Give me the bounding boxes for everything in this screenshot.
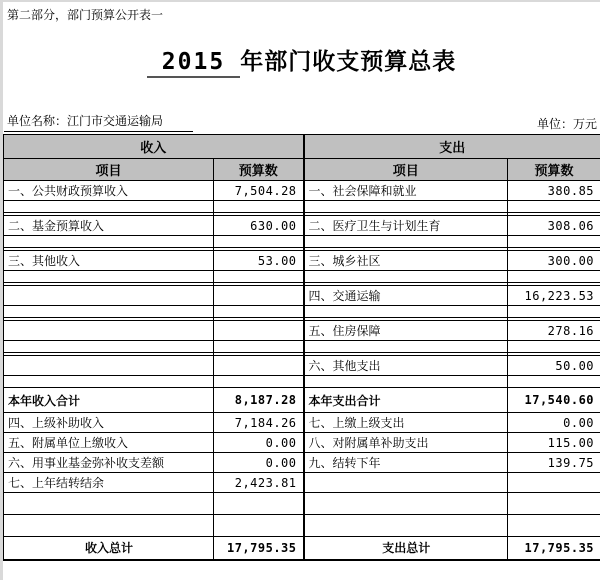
cell-value [508, 341, 600, 353]
cell-item [4, 515, 214, 537]
cell-value [508, 493, 600, 515]
cell-item [304, 515, 508, 537]
cell-item [4, 356, 214, 376]
cell-value: 630.00 [214, 216, 304, 236]
unit-info-row [3, 112, 600, 134]
cell-value [214, 376, 304, 388]
cell-item [304, 376, 508, 388]
cell-item: 一、社会保障和就业 [304, 181, 508, 201]
cell-value: 0.00 [508, 413, 600, 433]
cell-value: 380.85 [508, 181, 600, 201]
cell-value: 139.75 [508, 453, 600, 473]
cell-value [508, 271, 600, 283]
cell-value: 278.16 [508, 321, 600, 341]
cell-value [214, 356, 304, 376]
cell-item: 四、交通运输 [304, 286, 508, 306]
cell-value [508, 201, 600, 213]
cell-item: 本年支出合计 [304, 388, 508, 413]
cell-item [4, 376, 214, 388]
table-row-gapTall [4, 493, 600, 515]
cell-item: 二、基金预算收入 [4, 216, 214, 236]
table-row-data [4, 216, 600, 236]
section-label: 第二部分，部门预算公开表一 [7, 8, 164, 22]
cell-item: 支出总计 [304, 537, 508, 560]
cell-value [214, 286, 304, 306]
page-title [3, 43, 600, 83]
title-text: 年部门收支预算总表 [240, 48, 457, 74]
cell-value: 16,223.53 [508, 286, 600, 306]
cell-item [4, 286, 214, 306]
cell-value [508, 376, 600, 388]
cell-value: 115.00 [508, 433, 600, 453]
cell-value [508, 473, 600, 493]
cell-value [214, 341, 304, 353]
cell-item: 三、城乡社区 [304, 251, 508, 271]
cell-item [4, 341, 214, 353]
table-row-data [4, 433, 600, 453]
cell-item [4, 306, 214, 318]
cell-value [508, 515, 600, 537]
title-year: 2015 [147, 49, 240, 78]
cell-value: 50.00 [508, 356, 600, 376]
cell-value: 17,540.60 [508, 388, 600, 413]
cell-item: 七、上缴上级支出 [304, 413, 508, 433]
col-header-item-expenditure: 项目 [304, 159, 508, 181]
unit-name: 单位名称：江门市交通运输局 [4, 112, 193, 132]
cell-value: 17,795.35 [214, 537, 304, 560]
cell-item: 一、公共财政预算收入 [4, 181, 214, 201]
cell-item [4, 201, 214, 213]
cell-item [304, 473, 508, 493]
table-row-subtotal [4, 388, 600, 413]
cell-value [508, 306, 600, 318]
table-row-gap [4, 376, 600, 388]
table-row-data [4, 413, 600, 433]
cell-value [508, 236, 600, 248]
cell-value: 7,184.26 [214, 413, 304, 433]
table-row-data [4, 453, 600, 473]
cell-item [304, 201, 508, 213]
cell-item: 八、对附属单补助支出 [304, 433, 508, 453]
cell-value: 7,504.28 [214, 181, 304, 201]
cell-item: 五、住房保障 [304, 321, 508, 341]
cell-item: 收入总计 [4, 537, 214, 560]
table-row-gapTall [4, 515, 600, 537]
cell-value [214, 201, 304, 213]
cell-item [304, 341, 508, 353]
cell-item: 七、上年结转结余 [4, 473, 214, 493]
cell-item: 本年收入合计 [4, 388, 214, 413]
cell-value [214, 236, 304, 248]
table-row-gap [4, 306, 600, 318]
cell-item [304, 306, 508, 318]
cell-value [214, 321, 304, 341]
cell-value: 0.00 [214, 433, 304, 453]
cell-item: 六、其他支出 [304, 356, 508, 376]
table-row-data [4, 356, 600, 376]
table-row-data [4, 286, 600, 306]
cell-value: 8,187.28 [214, 388, 304, 413]
col-header-item-income: 项目 [4, 159, 214, 181]
table-row-gap [4, 236, 600, 248]
cell-item [4, 321, 214, 341]
cell-value [214, 306, 304, 318]
cell-item [4, 236, 214, 248]
cell-item [304, 493, 508, 515]
table-row-data [4, 321, 600, 341]
col-header-budget-expenditure: 预算数 [508, 159, 600, 181]
cell-value [214, 493, 304, 515]
cell-item [4, 493, 214, 515]
cell-item: 五、附属单位上缴收入 [4, 433, 214, 453]
cell-item [304, 271, 508, 283]
table-row-data [4, 251, 600, 271]
cell-value: 2,423.81 [214, 473, 304, 493]
cell-value [214, 271, 304, 283]
cell-item: 二、医疗卫生与计划生育 [304, 216, 508, 236]
cell-value: 53.00 [214, 251, 304, 271]
unit-of-measure: 单位：万元 [536, 117, 597, 131]
table-row-data [4, 181, 600, 201]
cell-value: 308.06 [508, 216, 600, 236]
table-row-data [4, 473, 600, 493]
cell-value: 0.00 [214, 453, 304, 473]
cell-value [214, 515, 304, 537]
budget-table [3, 134, 600, 561]
section-header-income: 收入 [4, 135, 304, 159]
cell-value: 300.00 [508, 251, 600, 271]
cell-item: 四、上级补助收入 [4, 413, 214, 433]
cell-value: 17,795.35 [508, 537, 600, 560]
table-row-gap [4, 341, 600, 353]
table-row-gap [4, 271, 600, 283]
cell-item: 九、结转下年 [304, 453, 508, 473]
section-header-expenditure: 支出 [304, 135, 600, 159]
cell-item: 三、其他收入 [4, 251, 214, 271]
table-row-grand [4, 537, 600, 560]
cell-item: 六、用事业基金弥补收支差额 [4, 453, 214, 473]
col-header-budget-income: 预算数 [214, 159, 304, 181]
cell-item [4, 271, 214, 283]
table-row-gap [4, 201, 600, 213]
cell-item [304, 236, 508, 248]
